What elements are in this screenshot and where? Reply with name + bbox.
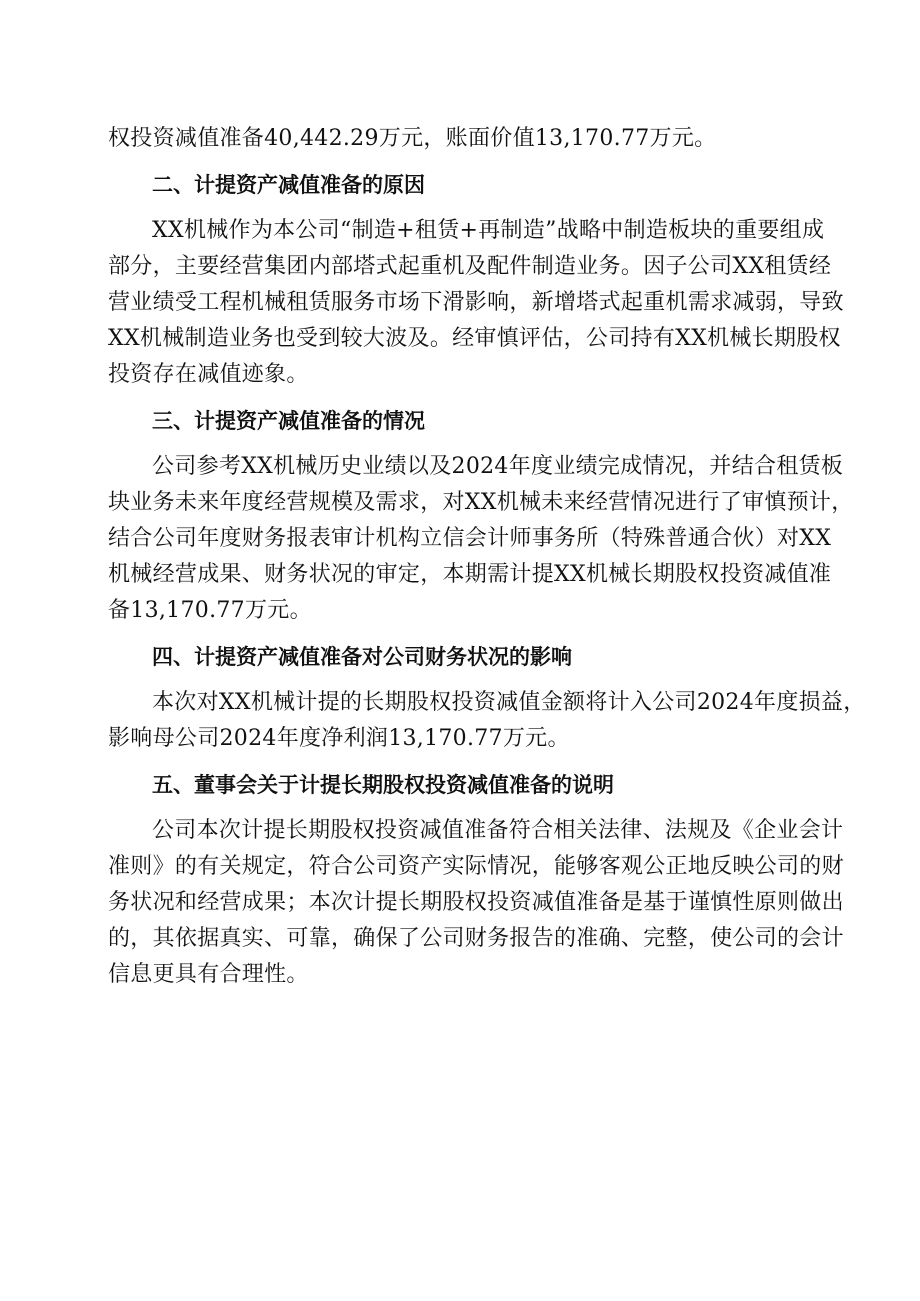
paragraph-line: 营业绩受工程机械租赁服务市场下滑影响，新增塔式起重机需求减弱，导致: [108, 290, 844, 315]
paragraph-line: 务状况和经营成果；本次计提长期股权投资减值准备是基于谨慎性原则做出: [108, 890, 844, 915]
paragraph-line: 公司参考XX机械历史业绩以及2024年度业绩完成情况，并结合租赁板: [152, 454, 844, 479]
paragraph-line: 部分，主要经营集团内部塔式起重机及配件制造业务。因子公司XX租赁经: [108, 254, 832, 279]
paragraph-line: 的，其依据真实、可靠，确保了公司财务报告的准确、完整，使公司的会计: [108, 926, 844, 951]
section-heading-situation: 三、计提资产减值准备的情况: [152, 409, 425, 433]
paragraph-line: 权投资减值准备40,442.29万元，账面价值13,170.77万元。: [108, 126, 717, 151]
paragraph-line: 本次对XX机械计提的长期股权投资减值金额将计入公司2024年度损益，: [152, 690, 866, 715]
paragraph-line: XX机械作为本公司“制造+租赁+再制造”战略中制造板块的重要组成: [152, 218, 825, 243]
paragraph-line: 影响母公司2024年度净利润13,170.77万元。: [108, 726, 570, 751]
paragraph-situation: [108, 449, 854, 629]
paragraph-line: 投资存在减值迹象。: [108, 362, 309, 387]
section-heading-board-statement: 五、董事会关于计提长期股权投资减值准备的说明: [152, 773, 614, 797]
section-heading-impact: 四、计提资产减值准备对公司财务状况的影响: [152, 645, 572, 669]
document-body: [108, 121, 866, 1003]
paragraph-line: 机械经营成果、财务状况的审定，本期需计提XX机械长期股权投资减值准: [108, 562, 832, 587]
paragraph-board-statement: [108, 813, 844, 993]
paragraph-line: 备13,170.77万元。: [108, 598, 312, 623]
paragraph-line: XX机械制造业务也受到较大波及。经审慎评估，公司持有XX机械长期股权: [108, 326, 841, 351]
paragraph-line: 准则》的有关规定，符合公司资产实际情况，能够客观公正地反映公司的财: [108, 854, 844, 879]
paragraph-reasons: [108, 213, 844, 393]
paragraph-line: 结合公司年度财务报表审计机构立信会计师事务所（特殊普通合伙）对XX: [108, 526, 832, 551]
paragraph-line: 公司本次计提长期股权投资减值准备符合相关法律、法规及《企业会计: [152, 818, 844, 843]
section-heading-reasons: 二、计提资产减值准备的原因: [152, 173, 425, 197]
paragraph-line: 块业务未来年度经营规模及需求，对XX机械未来经营情况进行了审慎预计，: [108, 490, 854, 515]
paragraph-line: 信息更具有合理性。: [108, 962, 309, 987]
paragraph-impact: [108, 685, 866, 757]
continuation-paragraph: [108, 121, 820, 157]
